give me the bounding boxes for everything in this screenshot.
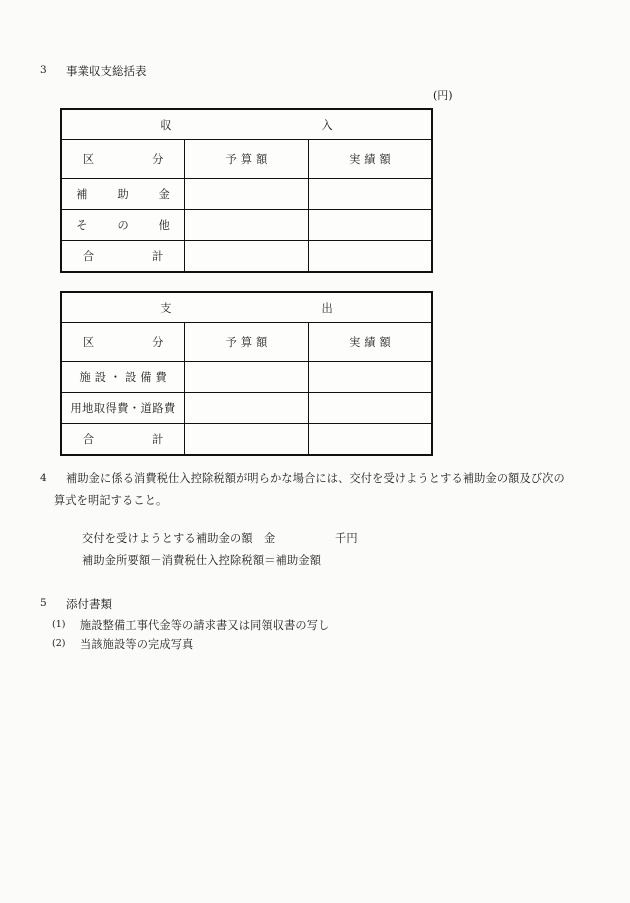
expense-title-right: 出: [321, 301, 333, 315]
table-row: [61, 362, 432, 393]
currency-unit-note: (円): [433, 89, 453, 102]
income-cell-other-budget[interactable]: [185, 210, 309, 241]
expense-total-ch2: 計: [152, 433, 164, 446]
income-summary-table: [60, 108, 433, 273]
section-5-title: 添付書類: [66, 597, 112, 611]
income-cell-subsidy-actual[interactable]: [308, 179, 432, 210]
table-row: [61, 241, 432, 273]
other-ch1: そ: [76, 219, 88, 232]
expense-summary-table: [60, 291, 433, 456]
exp-budget-ch3: 額: [256, 336, 272, 349]
exp-actual-ch1: 実: [349, 336, 365, 349]
division-label-left: 区: [82, 153, 95, 166]
budget-ch2: 算: [240, 153, 257, 166]
table-row: [61, 292, 432, 323]
expense-division-left: 区: [82, 336, 95, 349]
expense-col-header-division: [61, 323, 185, 362]
attachment-item-1-marker: (1): [52, 619, 66, 630]
income-cell-total-budget[interactable]: [185, 241, 309, 273]
expense-col-header-budget: [185, 323, 309, 362]
income-row-label-subsidy: [61, 179, 185, 210]
income-col-header-division: [61, 140, 185, 179]
income-cell-total-actual[interactable]: [308, 241, 432, 273]
section-4-line-1: 補助金に係る消費税仕入控除税額が明らかな場合には、交付を受けようとする補助金の額及び次の: [66, 472, 565, 485]
expense-row-label-land: [61, 393, 185, 424]
subsidy-ch1: 補: [76, 188, 88, 201]
section-3-title: 事業収支総括表: [66, 64, 147, 78]
expense-cell-facility-actual[interactable]: [308, 362, 432, 393]
land-road-cost-label: 用地取得費・道路費: [70, 402, 176, 415]
budget-ch3: 額: [256, 153, 272, 166]
subsidy-amount-marker: 金: [264, 532, 276, 545]
attachment-item-2-marker: (2): [52, 638, 66, 649]
income-title-left: 収: [160, 118, 172, 132]
table-row: [61, 210, 432, 241]
expense-title-left: 支: [160, 301, 172, 315]
income-total-ch1: 合: [82, 250, 95, 263]
section-4-line-2: 算式を明記すること。: [54, 494, 168, 507]
table-row: [61, 179, 432, 210]
division-label-right: 分: [152, 153, 164, 166]
actual-ch2: 績: [364, 153, 380, 166]
section-5-number: 5: [40, 597, 47, 609]
attachment-item-1-text: 施設整備工事代金等の請求書又は同領収書の写し: [80, 619, 330, 632]
subsidy-ch2: 助: [117, 188, 129, 201]
section-3-number: 3: [40, 64, 47, 76]
actual-ch3: 額: [379, 153, 395, 166]
subsidy-amount-label: 交付を受けようとする補助金の額: [82, 532, 253, 545]
table-row: [61, 424, 432, 456]
expense-cell-total-actual[interactable]: [308, 424, 432, 456]
expense-cell-total-budget[interactable]: [185, 424, 309, 456]
budget-ch1: 予: [225, 153, 241, 166]
expense-row-label-total: [61, 424, 185, 456]
expense-cell-land-actual[interactable]: [308, 393, 432, 424]
expense-table-title-cell: [61, 292, 432, 323]
table-row: [61, 109, 432, 140]
table-row: [61, 323, 432, 362]
income-row-label-other: [61, 210, 185, 241]
table-row: [61, 140, 432, 179]
income-col-header-actual: [308, 140, 432, 179]
expense-row-label-facility: [61, 362, 185, 393]
income-col-header-budget: [185, 140, 309, 179]
expense-cell-land-budget[interactable]: [185, 393, 309, 424]
expense-division-right: 分: [152, 336, 164, 349]
subsidy-amount-unit: 千円: [335, 532, 358, 545]
subsidy-ch3: 金: [158, 188, 170, 201]
exp-actual-ch3: 額: [379, 336, 395, 349]
subsidy-formula: 補助金所要額－消費税仕入控除税額＝補助金額: [82, 554, 322, 567]
facility-cost-label: 施設・設備費: [79, 371, 171, 384]
income-cell-subsidy-budget[interactable]: [185, 179, 309, 210]
exp-budget-ch1: 予: [225, 336, 241, 349]
table-row: [61, 393, 432, 424]
exp-actual-ch2: 績: [364, 336, 380, 349]
income-total-ch2: 計: [152, 250, 164, 263]
expense-total-ch1: 合: [82, 433, 95, 446]
other-ch3: 他: [158, 219, 170, 232]
expense-col-header-actual: [308, 323, 432, 362]
section-4-number: 4: [40, 472, 47, 484]
attachment-item-2-text: 当該施設等の完成写真: [80, 638, 194, 651]
exp-budget-ch2: 算: [240, 336, 257, 349]
other-ch2: の: [117, 219, 129, 232]
expense-cell-facility-budget[interactable]: [185, 362, 309, 393]
income-cell-other-actual[interactable]: [308, 210, 432, 241]
income-row-label-total: [61, 241, 185, 273]
actual-ch1: 実: [349, 153, 365, 166]
income-table-title-cell: [61, 109, 432, 140]
income-title-right: 入: [321, 118, 333, 132]
